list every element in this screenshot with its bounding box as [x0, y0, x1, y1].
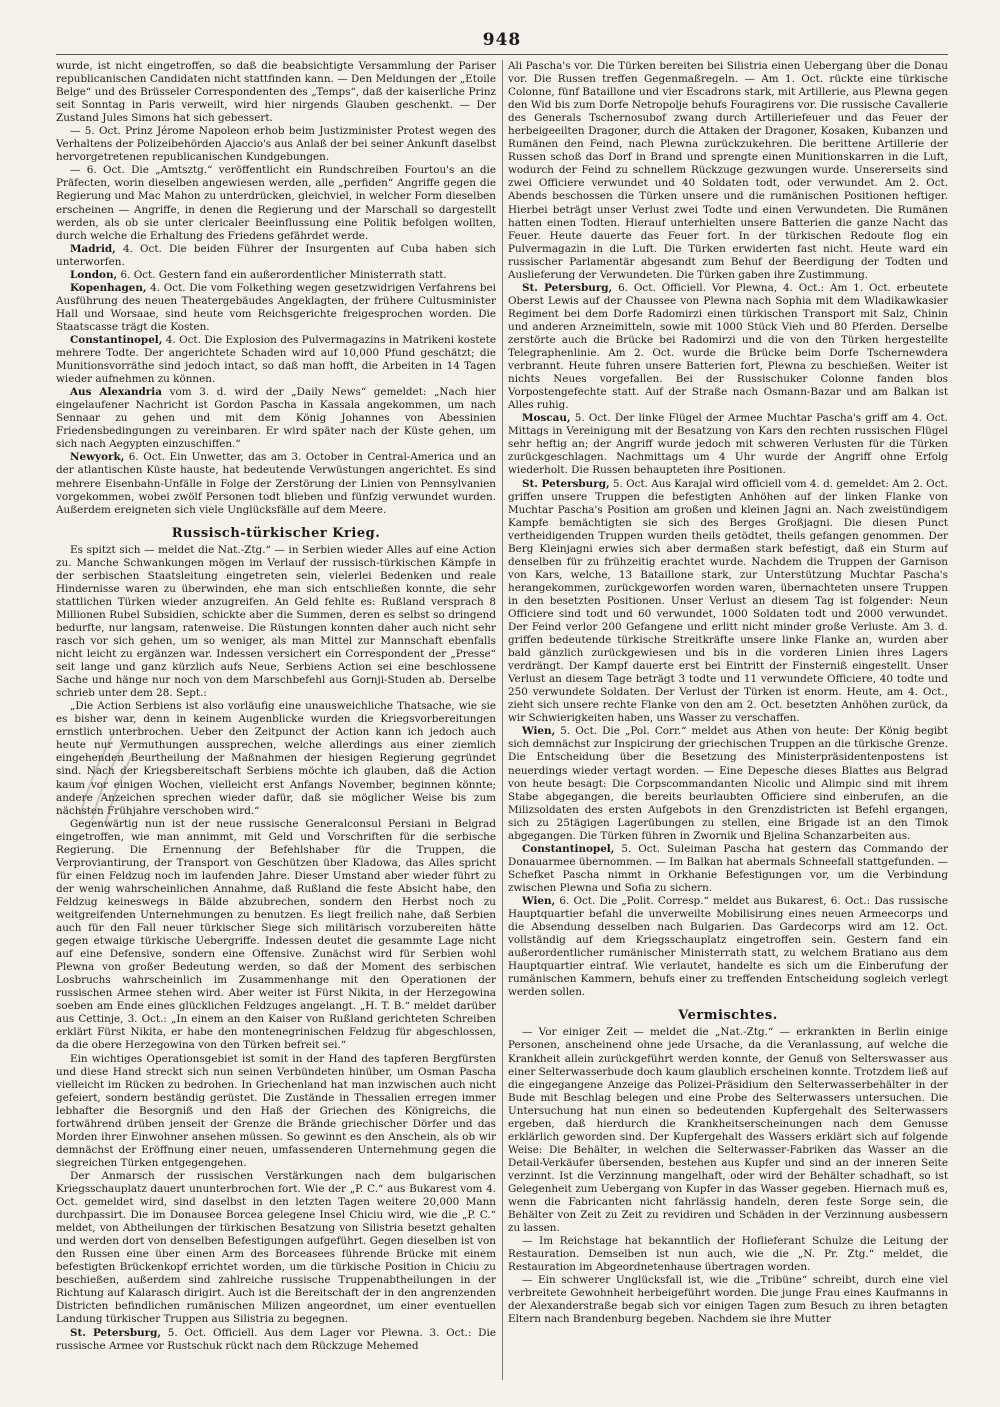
page-number: 948	[482, 30, 522, 50]
dateline-moscau: Moscau,	[522, 412, 571, 425]
article-moscau-text: 5. Oct. Der linke Flügel der Armee Muchtar Pascha's griff am 4. Oct. Mittags in Vereinigung mit der Besatzung von Kars den rechten russischen Flügel sehr heftig an; der Angriff wurde jedoch mit schweren Verlusten für die Türken zurückgeschlagen. Nachmittags um 4 Uhr wurde der Angriff ohne Erfolg wiederholt. Die Russen behaupteten ihre Positionen.	[508, 412, 948, 477]
right-column	[508, 60, 948, 1380]
dateline-kopenhagen: Kopenhagen,	[70, 281, 147, 294]
article-constantinopel-5oct	[508, 843, 948, 895]
article-london	[56, 269, 496, 282]
article-petersburg-karajal	[508, 478, 948, 726]
article-war-reinforcements: Der Anmarsch der russischen Verstärkungen nach dem bulgarischen Kriegsschauplatz dauert ununterbrochen fort. Wie der „P. C.“ aus Bukarest vom 4. Oct. gemeldet wird, sind daselbst in den letzten Tagen weitere 20,000 Mann durchpassirt. Die im Donausee Borcea gelegene Insel Chiciu wird, wie die „P. C.“ meldet, von Abtheilungen der türkischen Besatzung von Silistria besetzt gehalten und werden dort von denselben Befestigungen aufgeführt. Gegen dieselben ist von den Russen eine über einen Arm des Borceasees führende Brücke mit einem befestigten Brückenkopf errichtet worden, um die türkische Position in Chiciu zu beschießen, außerdem sind zahlreiche russische Truppenabtheilungen in der Richtung auf Kalarasch dirigirt. Auch ist die Bereitschaft der in den angrenzenden Districten befindlichen rumänischen Milizen angeordnet, um einer eventuellen Landung türkischer Truppen aus Silistria zu begegnen.	[56, 1169, 496, 1326]
article-wien-6oct-text: 6. Oct. Die „Polit. Corresp.“ meldet aus Bukarest, 6. Oct.: Das russische Hauptquartier befahl die unverweilte Mobilisirung eines neuen Armeecorps und die Absendung desselben nach Bulgarien. Das Gardecorps wird am 12. Oct. vollständig auf dem Kriegsschauplatz eingetroffen sein. Gestern fand ein außerordentlicher rumänischer Ministerrath statt, zu welchem Bratiano aus dem Hauptquartier eintraf. Wie verlautet, handelte es sich um die Einberufung der rumänischen Kammern, behufs einer zu treffenden Entscheidung sogleich verlegt werden sollen.	[508, 895, 948, 999]
article-wien-6oct	[508, 895, 948, 999]
article-paris-fourtou: — 6. Oct. Die „Amtsztg.“ veröffentlicht ein Rundschreiben Fourtou's an die Präfecten, worin dieselben angewiesen werden, alle „perfiden“ Angriffe gegen die Regierung und Mac Mahon zu unterdrücken, gleichviel, in welcher Form dieselben erscheinen — Angriffe, in denen die Regierung und der Marschall so dargestellt werden, als ob sie unter clericaler Beeinflussung eine Politik befolgen wollten, durch welche die Erhaltung des Friedens gefährdet werde.	[56, 164, 496, 242]
article-constantinopel-text: 4. Oct. Die Explosion des Pulvermagazins in Matrikeni kostete mehrere Todte. Der angerichtete Schaden wird auf 10,000 Pfund geschätzt; die Munitionsvorräthe sind jedoch intact, so daß man hofft, die Arbeiten in 14 Tagen wieder aufnehmen zu können.	[56, 333, 496, 386]
dateline-wien-5oct: Wien,	[522, 725, 556, 738]
dateline-petersburg-6oct: St. Petersburg,	[522, 281, 613, 294]
dateline-wien-6oct: Wien,	[522, 895, 556, 907]
dateline-petersburg: St. Petersburg,	[70, 1326, 162, 1339]
dateline-newyork: Newyork,	[70, 451, 125, 464]
article-madrid	[56, 243, 496, 269]
article-madrid-text: 4. Oct. Die beiden Führer der Insurgenten auf Cuba haben sich unterworfen.	[56, 242, 496, 268]
article-petersburg-6oct	[508, 282, 948, 412]
article-misc-reichstag: — Im Reichstage hat bekanntlich der Hoflieferant Schulze die Leitung der Restauration. Demselben ist nun auch, wie die „N. Pr. Ztg.“ meldet, die Restauration im Abgeordnetenhause übertragen worden.	[508, 1235, 948, 1274]
header-rule	[56, 54, 948, 55]
article-alexandria-text: vom 3. d. wird der „Daily News“ gemeldet: „Nach hier eingelaufener Nachricht ist Gordon Pascha in Kassala angekommen, um nach Sennaar zu gehen und mit dem König Johannes von Abessinien Friedensbedingungen zu vereinbaren. Er wird später nach der Küste gehen, um sich nach Aegypten einzuschiffen.“	[56, 386, 496, 451]
article-newyork	[56, 451, 496, 516]
dateline-petersburg-karajal: St. Petersburg,	[522, 477, 610, 490]
article-kopenhagen-text: 4. Oct. Die vom Folkething wegen gesetzwidrigen Verfahrens bei Ausführung des neuen Theatergebäudes Angeklagten, der frühere Cultusminister Hall und Worsaae, sind heute vom Reichsgerichte freigesprochen worden. Die Staatscasse trägt die Kosten.	[56, 281, 496, 333]
dateline-constantinopel-5oct: Constantinopel,	[522, 842, 615, 855]
article-war-petersburg-text: 5. Oct. Officiell. Aus dem Lager vor Plewna. 3. Oct.: Die russische Armee vor Rustschuk rückt nach dem Rückzuge Mehemed	[56, 1326, 496, 1352]
dateline-london: London,	[70, 268, 118, 281]
article-war-serbia: Es spitzt sich — meldet die Nat.-Ztg.“ — in Serbien wieder Alles auf eine Action zu. Manche Schwankungen mögen im Verlauf der russisch-türkischen Kämpfe in der serbischen Staatsleitung eingetreten sein, vielerlei Bedenken und reale Hindernisse waren zu überwinden, ehe man sich entschließen konnte, die sehr stattlichen Türken wieder anzugreifen. An Geld fehlte es: Rußland versprach 8 Millionen Rubel Subsidien, schickte aber die Summen, deren es selbst so dringend bedurfte, nur langsam, ratenweise. Die Rüstungen konnten daher auch nicht sehr rasch vor sich gehen, um so weniger, als man Mittel zur Mannschaft ebenfalls nicht leicht zu ergänzen war. Indessen versichert ein Correspondent der „Presse“ seit lange und ganz kürzlich aufs Neue, Serbiens Action sei eine beschlossene Sache und hänge nur noch von dem Marschbefehl aus Gornji-Studen ab. Derselbe schrieb unter dem 28. Sept.:	[56, 543, 496, 700]
article-paris-cont: wurde, ist nicht eingetroffen, so daß die beabsichtigte Versammlung der Pariser republicanischen Candidaten nicht stattfinden kann. — Den Meldungen der „Etoile Belge“ und des Brüsseler Correspondenten des „Temps“, daß der kaiserliche Prinz seit Sonntag in Paris verweilt, wird hier nirgends Glauben geschenkt. — Der Zustand Jules Simons hat sich gebessert.	[56, 60, 496, 125]
article-alexandria	[56, 386, 496, 451]
article-war-quote: „Die Action Serbiens ist also vorläufig eine unausweichliche Thatsache, wie sie es bisher war, denn in keinem Augenblicke wurden die Kriegsvorbereitungen ernstlich unterbrochen. Ueber den Zeitpunct der Action kann ich jedoch auch heute nur Vermuthungen aussprechen, welche allerdings aus einer ziemlich eingehenden Beurtheilung der Maßnahmen der hiesigen Regierung gegründet sind. Nach der Kriegsbereitschaft Serbiens möchte ich glauben, daß die Action kaum vor einigen Wochen, vielleicht erst Anfangs November, beginnen könnte; andere Anzeichen sprechen wieder dafür, daß sie möglicher Weise bis zum nächsten Frühjahre verschoben wird.“	[56, 700, 496, 817]
left-column	[56, 60, 496, 1380]
article-war-greece: Ein wichtiges Operationsgebiet ist somit in der Hand des tapferen Bergfürsten und diese Hand streckt sich nun seinen Verbündeten hinüber, um Osman Pascha vielleicht im Rücken zu bedrohen. In Griechenland hat man inzwischen auch nicht gefeiert, sondern beständig gerüstet. Die Zustände in Thessalien erregen immer lebhafter die Besorgniß und den Haß der Griechen des Königreichs, die fortwährend drüben jenseit der Grenze die Brände griechischer Dörfer und das Morden ihrer Einwohner ansehen müssen. So gewinnt es den Anschein, als ob wir demnächst der Eröffnung einer neuen, umfassenderen Unternehmung gegen die siegreichen Türken entgegengehen.	[56, 1052, 496, 1169]
article-petersburg-6oct-text: 6. Oct. Officiell. Vor Plewna, 4. Oct.: Am 1. Oct. erbeutete Oberst Lewis auf der Chaussee von Plewna nach Sophia mit dem Wladikawkasier Regiment bei dem Dorfe Radomirzi einen türkischen Transport mit Salz, Chinin und anderen Arzneimitteln, sowie mit 1000 Stück Vieh und 80 Pferden. Derselbe zerstörte auch die Brücke bei Radomirzi und die von den Türken hergestellte Telegraphenlinie. Am 2. Oct. wurde die Brücke beim Dorfe Tschernewdera verbrannt. Heute fuhren unsere Batterien fort, Plewna zu beschießen. Weiter ist nichts Neues vorgefallen. Bei der Russischuker Colonne fanden blos Vorpostengefechte statt. Auf der Straße nach Osmann-Bazar und am Balkan ist Alles ruhig.	[508, 281, 948, 412]
article-kopenhagen	[56, 282, 496, 334]
section-heading-war: Russisch-türkischer Krieg.	[171, 525, 381, 541]
article-wien-5oct-text: 5. Oct. Die „Pol. Corr.“ meldet aus Athen von heute: Der König begibt sich demnächst zur Inspicirung der griechischen Truppen an die türkische Grenze. Die Entscheidung über die Besetzung des Ministerpräsidentenpostens ist neuerdings wieder vertagt worden. — Eine Depesche dieses Blattes aus Belgrad von heute besagt: Die Corpscommandanten Nicolic und Alimpic sind mit ihrem Stabe abgegangen, die bereits beurlaubten Officiere sind einberufen, an die Milizsoldaten des ersten Aufgebots in den Grenzdistricten ist Befehl ergangen, sich zu 25tägigen Lagerübungen zu stellen, eine Brigade ist an den Timok abgegangen. Die Türken führen in Zwornik und Bjelina Schanzarbeiten aus.	[508, 725, 948, 842]
dateline-madrid: Madrid,	[70, 242, 116, 255]
article-constantinopel	[56, 334, 496, 386]
article-war-persiani: Gegenwärtig nun ist der neue russische Generalconsul Persiani in Belgrad eingetroffen, wie man annimmt, mit Geld und Vorschriften für die serbische Regierung. Die Ernennung der Befehlshaber für die Truppen, die Verproviantirung, der Transport von Geschützen über Kladowa, das Alles spricht für einen Feldzug noch im laufenden Jahre. Dieser Umstand aber wieder führt zu der wenig wahrscheinlichen Annahme, daß Rußland die feste Absicht habe, den Feldzug keineswegs in Bälde abzubrechen, sondern den Herbst noch zu weitgreifenden Unternehmungen zu benutzen. Es liegt freilich nahe, daß Serbien auch für den Fall neuer türkischer Siege sich militärisch vorzubereiten hätte gegen etwaige türkische Uebergriffe. Indessen deutet die gesammte Lage nicht auf eine Defensive, sondern eine Offensive. Zunächst wird für Serbien wohl Plewna von großer Bedeutung werden, so daß der Moment des serbischen Losbruchs wahrscheinlich im Zusammenhange mit den Operationen der russischen Armee stehen wird. Aber weiter ist Fürst Nikita, in der Herzegowina soeben am Ende eines glücklichen Feldzuges angelangt. „H. T. B.“ meldet darüber aus Cettinje, 3. Oct.: „In einem an den Kaiser von Rußland gerichteten Schreiben erklärt Fürst Nikita, er habe den montenegrinischen Feldzug für abgeschlossen, da die obere Herzegowina von den Türken befreit sei.“	[56, 817, 496, 1052]
article-newyork-text: 6. Oct. Ein Unwetter, das am 3. October in Central-America und an der atlantischen Küste hauste, hat bedeutende Verwüstungen angerichtet. Es sind mehrere Eisenbahn-Unfälle in Folge der Zerstörung der Linien von Pennsylvanien vorgekommen, wobei zwölf Personen todt blieben und fünfzig verwundet wurden. Außerdem ereigneten sich viele Unglücksfälle auf dem Meere.	[56, 451, 496, 516]
dateline-constantinopel: Constantinopel,	[70, 333, 163, 346]
article-war-petersburg	[56, 1327, 496, 1353]
section-heading-misc: Vermischtes.	[678, 1008, 778, 1024]
article-plewna-cont: Ali Pascha's vor. Die Türken bereiten bei Silistria einen Uebergang über die Donau vor. Die Russen treffen Gegenmaßregeln. — Am 1. Oct. rückte eine türkische Colonne, fünf Bataillone und vier Escadrons stark, mit Artillerie, aus Plewna gegen den Wid bis zum Dorfe Netropolje behufs Fouragirens vor. Die russische Cavallerie des Generals Tschernosubof zwang durch Artilleriefeuer und das Feuer der herbeigeeilten Dragoner, durch die Attaken der Dragoner, Kosaken, Kubanzen und Rumänen den Feind, nach Plewna zurückzukehren. Die berittene Artillerie der Russen schoß das Dorf in Brand und sprengte einen Munitionskarren in die Luft, wodurch der Feind zu schnellem Rückzuge gezwungen wurde. Unsererseits sind zwei Officiere verwundet und 40 Soldaten todt, oder verwundet. Am 2. Oct. Abends beschossen die Türken unsere und die rumänischen Positionen heftiger. Hierbei beträgt unser Verlust zwei Todte und einen Verwundeten. Die Rumänen hatten einen Todten. Hierauf unterhielten unsere Batterien die ganze Nacht das Feuer. Heute dauerte das Feuer fort. In der türkischen Redoute flog ein Pulvermagazin in die Luft. Die Türken erwiderten fast nicht. Heute ward ein russischer Parlamentär abgesandt zum Behuf der Beerdigung der Todten und Auslieferung der Verwundeten. Die Türken gaben ihre Zustimmung.	[508, 60, 948, 281]
article-misc-unglueck: — Ein schwerer Unglücksfall ist, wie die „Tribüne“ schreibt, durch eine viel verbreitete Gewohnheit herbeigeführt worden. Die junge Frau eines Kaufmanns in der Alexanderstraße begab sich vor einigen Tagen zum Besuch zu ihren betagten Eltern nach Brandenburg begeben. Nachdem sie ihre Mutter	[508, 1274, 948, 1326]
article-london-text: 6. Oct. Gestern fand ein außerordentlicher Ministerrath statt.	[117, 268, 447, 281]
article-petersburg-karajal-text: 5. Oct. Aus Karajal wird officiell vom 4. d. gemeldet: Am 2. Oct. griffen unsere Truppen die befestigten Anhöhen auf der linken Flanke von Muchtar Pascha's Position am großen und kleinen Jagni an. Nach zweistündigem Kampfe bemächtigten sie sich des Berges Großjagni. Die diesen Punct vertheidigenden Truppen wurden theils getödtet, theils gefangen genommen. Der Berg Kleinjagni erwies sich aber dermaßen stark befestigt, daß ein Sturm auf denselben für zu frühzeitig erachtet wurde. Nachdem die Truppen der Garnison von Kars, welche, 13 Bataillone stark, zur Unterstützung Muchtar Pascha's herangekommen, zurückgeworfen worden waren, übernachteten unsere Truppen in den besetzten Positionen. Unser Verlust an diesem Tag ist folgender: Neun Officiere sind todt und 60 verwundet, 1000 Soldaten todt und 2000 verwundet. Der Feind verlor 200 Gefangene und erlitt nicht minder große Verluste. Am 3. d. griffen bedeutende türkische Streitkräfte unsere linke Flanke an, wurden aber bald gänzlich zurückgewiesen und bis in die vorderen Linien ihres Lagers verdrängt. Der Kampf dauerte erst bei Eintritt der Finsterniß eingestellt. Unser Verlust an diesem Tage beträgt 3 todte und 11 verwundete Officiere, 40 todte und 250 verwundete Soldaten. Der Verlust der Türken ist enorm. Heute, am 4. Oct., zieht sich unsere rechte Flanke von den am 2. Oct. besetzten Anhöhen zurück, da wir Schwierigkeiten haben, uns Wasser zu verschaffen.	[508, 477, 948, 725]
column-divider	[502, 60, 503, 1380]
newspaper-page	[56, 30, 948, 1380]
article-paris-napoleon: — 5. Oct. Prinz Jérome Napoleon erhob beim Justizminister Protest wegen des Verhaltens der Polizeibehörden Ajaccio's aus Anlaß der bei seiner Ankunft daselbst hervorgetretenen republicanischen Kundgebungen.	[56, 125, 496, 164]
dateline-alexandria: Aus Alexandria	[70, 386, 162, 399]
article-misc-selterwasser: — Vor einiger Zeit — meldet die „Nat.-Ztg.“ — erkrankten in Berlin einige Personen, anscheinend ohne jede Ursache, da die Veranlassung, auf welche die Krankheit allein zurückgeführt werden konnte, der Genuß von Selterswasser aus einer Selterwasserbude doch kaum glaublich erscheinen konnte. Trotzdem ließ auf die eingegangene Anzeige das Polizei-Präsidium den Selterwasserbehälter in der Bude mit Beschlag belegen und eine Probe des Selterwassers untersuchen. Die Untersuchung hat nun einen so bedeutenden Kupfergehalt des Selterwassers ergeben, daß hierdurch die Krankheitserscheinungen nach dem Genusse erklärlich geworden sind. Der Kupfergehalt des Wassers erklärt sich auf folgende Weise: Die Behälter, in welchen die Selterwasser-Fabriken das Wasser an die Detail-Verkäufer übersenden, bestehen aus Kupfer und sind an der inneren Seite verzinnt. Ist die Verzinnung mangelhaft, oder wird der Behälter schadhaft, so ist Gelegenheit zum Uebergang von Kupfer in das Wasser gegeben. Hiernach muß es, wenn die Fabricanten nicht fahrlässig handeln, deren feste Sorge sein, die Behälter von Zeit zu Zeit zu revidiren und Schäden in der Verzinnung ausbessern zu lassen.	[508, 1026, 948, 1235]
article-wien-5oct	[508, 725, 948, 842]
article-constantinopel-5oct-text: 5. Oct. Suleiman Pascha hat gestern das Commando der Donauarmee übernommen. — Im Balkan hat abermals Schneefall stattgefunden. — Schefket Pascha nimmt in Orkhanie Befestigungen vor, um die Verbindung zwischen Plewna und Sofia zu sichern.	[508, 842, 948, 894]
article-moscau	[508, 412, 948, 477]
